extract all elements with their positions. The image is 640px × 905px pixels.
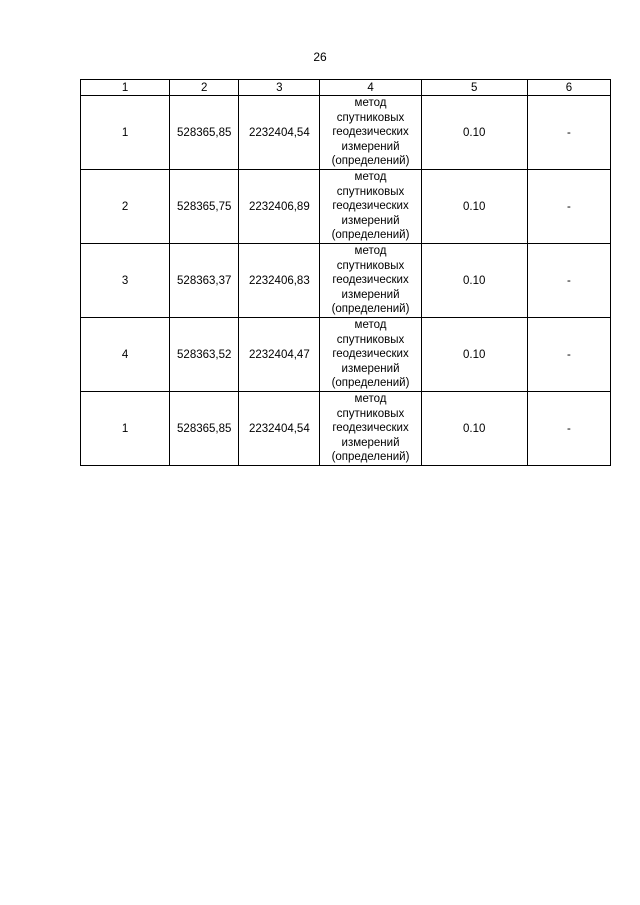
coordinates-table (80, 79, 611, 466)
column-header: 5 (421, 80, 527, 96)
column-header: 1 (81, 80, 170, 96)
page-number: 26 (313, 50, 327, 64)
accuracy-cell: 0.10 (421, 170, 527, 244)
accuracy-cell: 0.10 (421, 244, 527, 318)
note-cell: - (527, 170, 610, 244)
table-row (81, 392, 611, 466)
method-cell: метод спутниковых геодезических измерений (определений) (320, 96, 421, 170)
x-coordinate-cell: 528365,85 (170, 392, 239, 466)
table-row (81, 318, 611, 392)
x-coordinate-cell: 528363,52 (170, 318, 239, 392)
table-row (81, 170, 611, 244)
column-header: 4 (320, 80, 421, 96)
point-number-cell: 4 (81, 318, 170, 392)
accuracy-cell: 0.10 (421, 96, 527, 170)
accuracy-cell: 0.10 (421, 392, 527, 466)
point-number-cell: 2 (81, 170, 170, 244)
method-cell: метод спутниковых геодезических измерений (определений) (320, 244, 421, 318)
x-coordinate-cell: 528365,85 (170, 96, 239, 170)
column-header: 6 (527, 80, 610, 96)
x-coordinate-cell: 528363,37 (170, 244, 239, 318)
note-cell: - (527, 244, 610, 318)
table-header-row (81, 80, 611, 96)
point-number-cell: 1 (81, 96, 170, 170)
y-coordinate-cell: 2232406,83 (239, 244, 320, 318)
method-cell: метод спутниковых геодезических измерений (определений) (320, 170, 421, 244)
table-row (81, 244, 611, 318)
note-cell: - (527, 318, 610, 392)
y-coordinate-cell: 2232404,54 (239, 392, 320, 466)
y-coordinate-cell: 2232404,47 (239, 318, 320, 392)
note-cell: - (527, 96, 610, 170)
y-coordinate-cell: 2232406,89 (239, 170, 320, 244)
table-row (81, 96, 611, 170)
x-coordinate-cell: 528365,75 (170, 170, 239, 244)
point-number-cell: 1 (81, 392, 170, 466)
accuracy-cell: 0.10 (421, 318, 527, 392)
note-cell: - (527, 392, 610, 466)
method-cell: метод спутниковых геодезических измерений (определений) (320, 392, 421, 466)
column-header: 3 (239, 80, 320, 96)
y-coordinate-cell: 2232404,54 (239, 96, 320, 170)
column-header: 2 (170, 80, 239, 96)
method-cell: метод спутниковых геодезических измерений (определений) (320, 318, 421, 392)
point-number-cell: 3 (81, 244, 170, 318)
